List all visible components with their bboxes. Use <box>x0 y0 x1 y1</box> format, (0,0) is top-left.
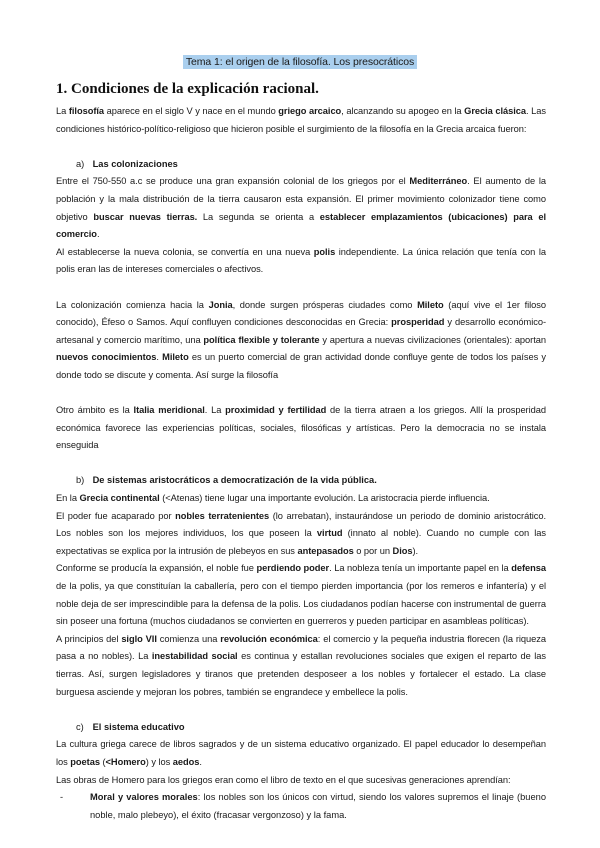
subsection-c-heading: c) El sistema educativo <box>76 721 185 732</box>
bold-term: nobles terratenientes <box>175 510 270 521</box>
bold-term: aedos <box>172 756 200 767</box>
bold-term: Italia meridional <box>133 405 205 416</box>
paragraph-b4: A principios del siglo VII comienza una revolución económica: el comercio y la pequeña industria florecen (la riqueza pasa a no nobles). La inestabilidad social es continua y estallan revoluciones sociales que exigen el reparto de las tierras. Así, surgen legisladores y tiranos que pretenden desposeer a los nobles y fortalecer el estado. La clase burguesa asciende y mejoran los pobres, también se engrandece y embellece la polis. <box>56 633 547 697</box>
bold-term: proximidad y fertilidad <box>225 405 327 416</box>
bold-term: siglo VII <box>121 633 157 644</box>
paragraph-a4: Otro ámbito es la Italia meridional. La proximidad y fertilidad de la tierra atraen a los griegos. Allí la prosperidad económica favorece las experiencias políticas, sociales, filosóficas y artísticas. Pero la democracia no se instala enseguida <box>56 405 546 451</box>
paragraph-a1: Entre el 750-550 a.c se produce una gran expansión colonial de los griegos por el Mediterráneo. El aumento de la población y la mala distribución de la tierra causaron esta expansión. El primer movimiento colonizador tiene como objetivo buscar nuevas tierras. La segunda se orienta a establecer emplazamientos (ubicaciones) para el comercio. <box>56 176 546 240</box>
topic-title: Tema 1: el origen de la filosofía. Los presocráticos <box>183 55 417 69</box>
document-body <box>56 103 546 824</box>
bold-term: Mileto <box>162 352 189 363</box>
bold-term: buscar nuevas tierras. <box>93 211 198 222</box>
list-item <box>56 789 546 824</box>
paragraph-b2: El poder fue acaparado por nobles terratenientes (lo arrebatan), instaurándose un periodo de dominio aristocrático. Los nobles son los mejores individuos, los que poseen la virtud (innato al noble). Cuando no cumple con las expectativas se explica por la intrusión de plebeyos en sus antepasados o por un Dios). <box>56 510 547 556</box>
bold-term: Moral y valores morales <box>90 792 198 803</box>
bold-term: nuevos conocimientos <box>56 352 157 363</box>
paragraph-a3: La colonización comienza hacia la Jonia, donde surgen prósperas ciudades como Mileto (aquí vive el 1er filoso conocido), Éfeso o Samos. Aquí confluyen condiciones desconocidas en Grecia: prosperidad y desarrollo económico-artesanal y comercio marítimo, una política flexible y tolerante y apertura a nuevas civilizaciones (orientales): aportan nuevos conocimientos. Mileto es un puerto comercial de gran actividad donde confluye gente de todos los países y donde todo se discute y comenta. Así surge la filosofía <box>56 299 546 380</box>
intro-paragraph: La filosofía aparece en el siglo V y nace en el mundo griego arcaico, alcanzando su apogeo en la Grecia clásica. Las condiciones histórico-político-religioso que hicieron posible el surgimiento de la filosofía en la Grecia arcaica fueron: <box>56 106 547 134</box>
bold-term: virtud <box>316 528 343 539</box>
bold-term: filosofía <box>68 106 105 116</box>
bullet-dash: - <box>60 792 64 803</box>
bold-term: Mediterráneo <box>409 176 468 187</box>
paragraph-b3: Conforme se producía la expansión, el noble fue perdiendo poder. La nobleza tenía un importante papel en la defensa de la polis, ya que constituían la caballería, pero con el tiempo pierden importancia (por los remeros e infantería) y el noble deja de ser imprescindible para la defensa de la polis. Los ciudadanos podían hacerse con instrumental de guerra sin poseer una fortuna (muchos ciudadanos se convierten en guerreros y pueden participar en asambleas políticas). <box>56 563 546 627</box>
bold-term: política flexible y tolerante <box>203 334 320 345</box>
bold-term: polis <box>313 246 336 257</box>
bold-term: prosperidad <box>391 317 445 328</box>
bold-term: antepasados <box>297 545 354 556</box>
paragraph-b1: En la Grecia continental (<Atenas) tiene lugar una importante evolución. La aristocracia pierde influencia. <box>56 493 490 504</box>
bold-term: establecer emplazamientos (ubicaciones) para el comercio <box>56 211 546 240</box>
bullet-text: Moral y valores morales: los nobles son los únicos con virtud, siendo los valores supremos el linaje (bueno noble, malo plebeyo), el éxito (fracasar vergonzoso) y la fama. <box>90 792 546 820</box>
section-heading: 1. Condiciones de la explicación racional. <box>56 81 319 97</box>
bold-term: Mileto <box>417 299 444 310</box>
subsection-a-heading: a) Las colonizaciones <box>76 158 178 169</box>
bold-term: Dios <box>392 545 413 556</box>
bold-term: Jonia <box>208 299 233 310</box>
bold-term: revolución económica <box>220 633 318 644</box>
bold-term: <Homero <box>105 756 146 767</box>
subsection-b-heading: b) De sistemas aristocráticos a democratización de la vida pública. <box>76 475 377 486</box>
paragraph-c2: Las obras de Homero para los griegos eran como el libro de texto en el que sucesivas generaciones aprendían: <box>56 774 511 785</box>
bold-term: defensa <box>511 563 546 574</box>
bold-term: perdiendo poder <box>256 563 330 574</box>
bold-term: Grecia clásica <box>464 106 527 116</box>
paragraph-a2: Al establecerse la nueva colonia, se convertía en una nueva polis independiente. La única relación que tenía con la polis eran las de intereses comerciales o afectivos. <box>56 246 546 275</box>
topic-header <box>0 52 600 70</box>
bold-term: griego arcaico <box>278 106 342 116</box>
bold-term: Grecia continental <box>79 493 160 504</box>
bold-term: poetas <box>70 756 100 767</box>
bold-term: inestabilidad social <box>151 651 238 662</box>
paragraph-c1: La cultura griega carece de libros sagrados y de un sistema educativo organizado. El papel educador lo desempeñan los poetas (<Homero) y los aedos. <box>56 739 546 767</box>
